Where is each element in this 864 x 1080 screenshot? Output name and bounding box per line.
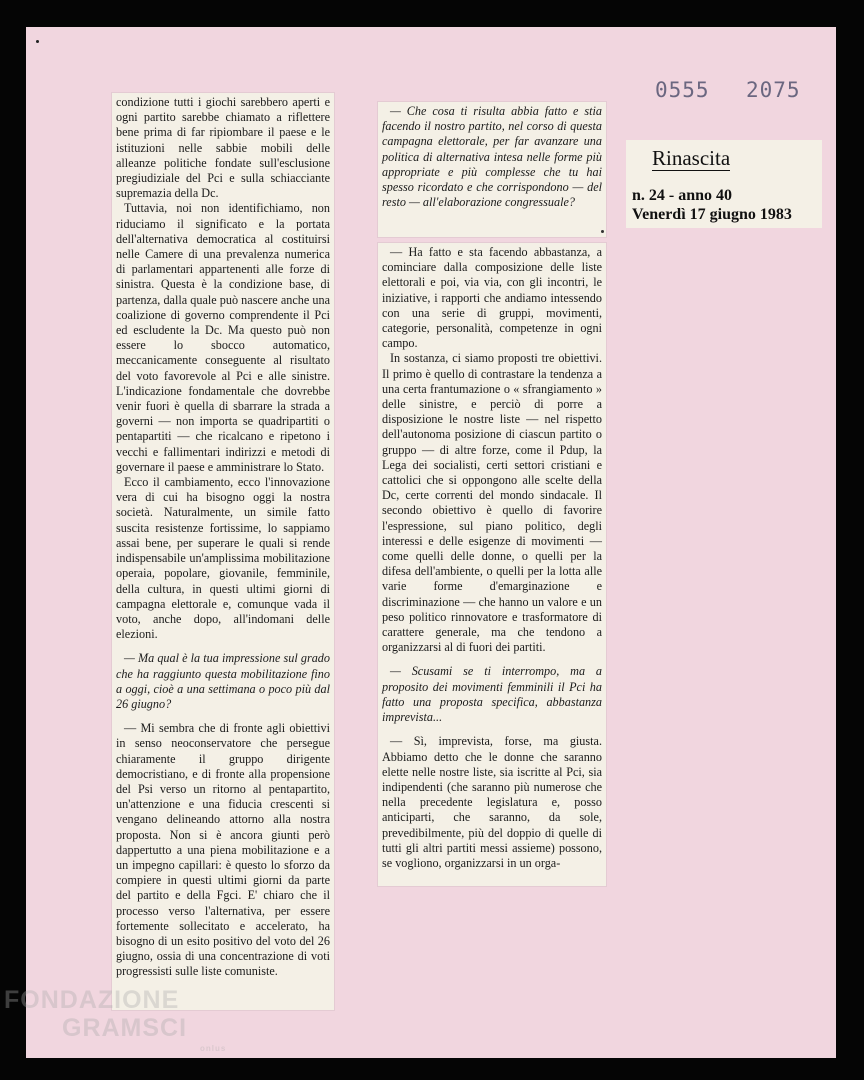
archive-number-2: 2075 bbox=[746, 78, 801, 102]
middle-question-clipping bbox=[378, 102, 606, 237]
paragraph: Ecco il cambiamento, ecco l'innovazione vera di cui ha bisogno oggi la nostra società. Naturalmente, un simile fatto suscita resistenze fortissime, lo sappiamo assai bene, per superare le quali si rende indispensabile un'amplissima mobilitazione operaia, popolare, giovanile, femminile, della cultura, in questi ultimi giorni di campagna elettorale e, comunque vada il voto, anche dopo, all'indomani delle elezioni. bbox=[116, 475, 330, 642]
left-column-clipping bbox=[112, 93, 334, 1010]
issue-number: n. 24 - anno 40 bbox=[632, 187, 733, 204]
middle-column-clipping bbox=[378, 243, 606, 886]
ink-mark bbox=[601, 230, 604, 233]
paragraph: condizione tutti i giochi sarebbero aperti e ogni partito sarebbe chiamato a riflettere bene prima di far ripiombare il paese e le istituzioni nelle sabbie mobili delle alleanze politiche fondate sull'esclusione pregiudiziale del Pci e sulla schiacciante supremazia della Dc. bbox=[116, 95, 330, 201]
interview-question: — Che cosa ti risulta abbia fatto e stia facendo il nostro partito, nel corso di questa campagna elettorale, per far avanzare una politica di alternativa intesa nelle forme più appropriate e più complesse che tu hai spesso ricordato e che corrispondono — del resto — all'elaborazione congressuale? bbox=[382, 104, 602, 210]
paragraph: — Sì, imprevista, forse, ma giusta. Abbiamo detto che le donne che saranno elette nelle nostre liste, sia iscritte al Pci, sia indipendenti (che saranno più numerose che nella precedente legislatura e, posso anticiparti, che saranno, da sole, prevedibilmente, più del doppio di quelle di tutti gli altri partiti messi assieme) possono, se vogliono, organizzarsi in un orga- bbox=[382, 734, 602, 870]
archive-number-1: 0555 bbox=[655, 78, 710, 102]
paragraph: In sostanza, ci siamo proposti tre obiettivi. Il primo è quello di contrastare la tendenza a una certa frantumazione o « sfrangiamento » delle sinistre, e perciò di porre a disposizione le nostre liste — nel rispetto dell'autonoma posizione di ciascun partito o gruppo — di altre forze, come il Pdup, la Lega dei socialisti, certi settori cristiani e cattolici che si oppongono alle scelte della Dc, certe correnti del mondo sindacale. Il secondo obiettivo è quello di favorire l'espressione, sul piano politico, degli interessi e delle esigenze di movimenti — come quelli delle donne, o quelli per la difesa dell'ambiente, o quelli per la lotta alle varie forme d'emarginazione e discriminazione — che hanno un valore e un peso politico rinnovatore e trasformatore di carattere generale, ma che tendono a organizzarsi al di fuori dei partiti. bbox=[382, 351, 602, 655]
interview-question: — Ma qual è la tua impressione sul grado che ha raggiunto questa mobilitazione fino a oggi, cioè a una settimana o poco più dal 26 giugno? bbox=[116, 651, 330, 711]
paragraph: — Ha fatto e sta facendo abbastanza, a cominciare dalla composizione delle liste elettorali e poi, via via, con gli incontri, le iniziative, i rapporti che andiamo intessendo con una serie di gruppi, movimenti, categorie, personalità, competenze in ogni campo. bbox=[382, 245, 602, 351]
paragraph: Tuttavia, noi non identifichiamo, non riduciamo il significato e la portata dell'alternativa democratica al costituirsi nelle Camere di una prevalenza numerica di parlamentari appartenenti alle forze di sinistra. Questa è la condizione base, di partenza, dalla quale può nascere anche una coalizione di governo comprendente il Pci ed escludente la Dc. Ma questo può non essere lo sbocco automatico, meccanicamente conseguente al risultato del voto favorevole al Pci e alle sinistre. L'indicazione fondamentale che dovrebbe venir fuori è quella di sbarrare la strada a governi — non importa se quadripartiti o pentapartiti — che ricalcano e ripetono i vecchi e fallimentari indirizzi e metodi di governare il paese e amministrare lo Stato. bbox=[116, 201, 330, 474]
punch-dot bbox=[36, 40, 39, 43]
magazine-title: Rinascita bbox=[652, 146, 731, 170]
paragraph: — Mi sembra che di fronte agli obiettivi in senso neoconservatore che persegue chiaramente il gruppo dirigente democristiano, e di fronte alla propensione del Psi verso un ritorno al pentapartito, un'attenzione e una fiducia crescenti si vengano delineando attorno alla nostra proposta. Non si è ancora giunti però dappertutto a una piena mobilitazione e a un impegno capillari: è questo lo sforzo da compiere in questi ultimi giorni da parte del partito e della Fgci. E' chiaro che il processo verso l'alternativa, per essere fortemente sollecitato e accelerato, ha bisogno di un esito positivo del voto del 26 giugno, ossia di una concentrazione di voti progressisti sulle liste comuniste. bbox=[116, 721, 330, 979]
watermark-gramsci: GRAMSCI bbox=[62, 1014, 188, 1042]
watermark-onlus: onlus bbox=[200, 1044, 227, 1053]
watermark-fondazione: FONDAZIONE bbox=[4, 986, 180, 1014]
interview-question: — Scusami se ti interrompo, ma a proposito dei movimenti femminili il Pci ha fatto una proposta specifica, abbastanza imprevista... bbox=[382, 664, 602, 725]
issue-date: Venerdì 17 giugno 1983 bbox=[632, 206, 792, 223]
